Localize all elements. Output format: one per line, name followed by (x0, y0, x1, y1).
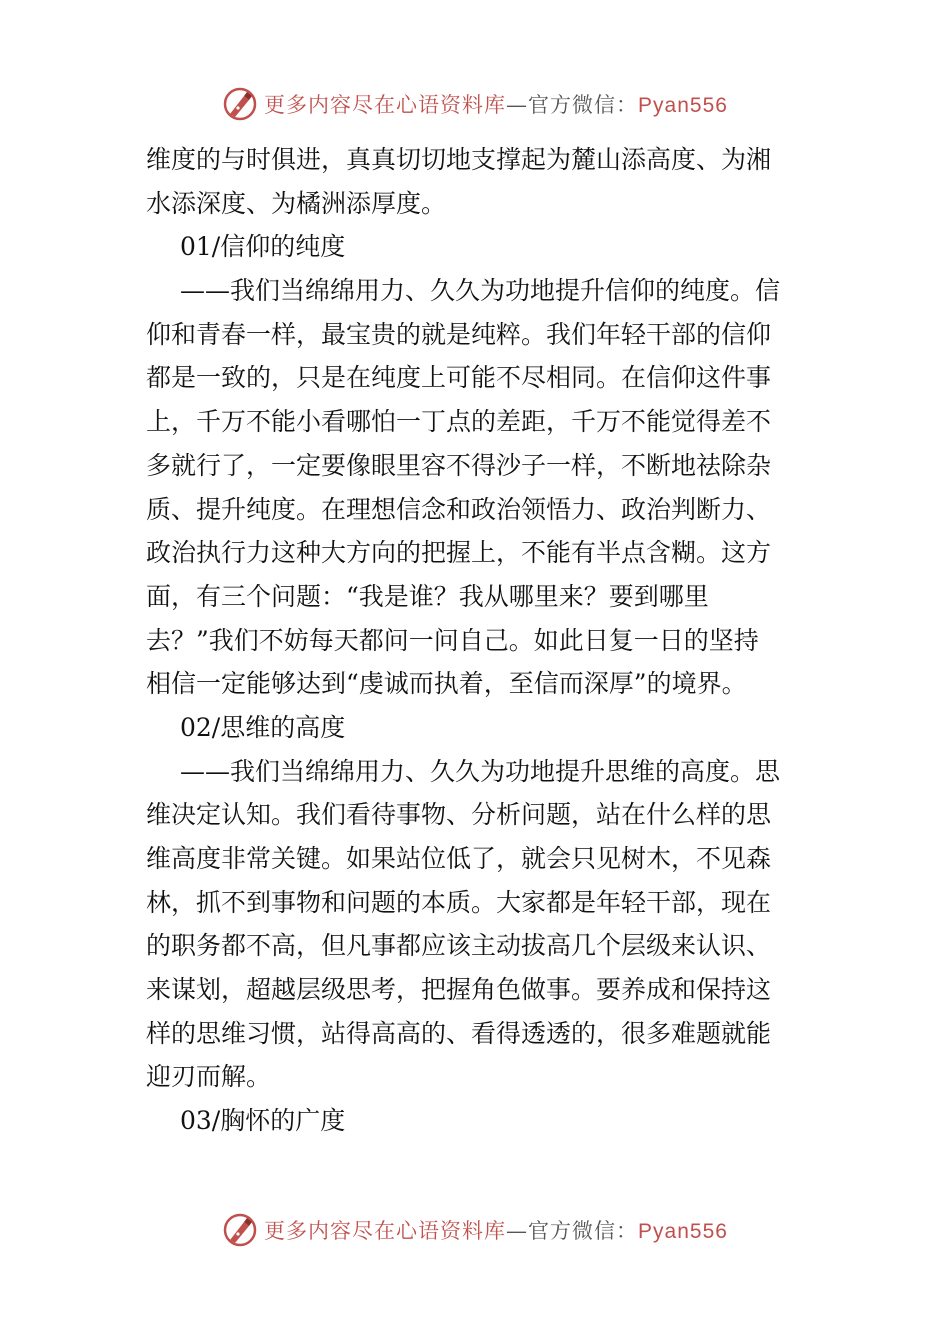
body-line: 上，千万不能小看哪怕一丁点的差距，千万不能觉得差不 (146, 407, 772, 437)
section-heading: 02/思维的高度 (180, 712, 346, 742)
body-line: 维度的与时俱进，真真切切地支撑起为麓山添高度、为湘 (146, 145, 772, 174)
header-banner (0, 80, 950, 128)
body-line: ——我们当绵绵用力、久久为功地提升思维的高度。思 (180, 756, 781, 786)
body-line: 水添深度、为橘洲添厚度。 (146, 188, 447, 218)
section-heading: 01/信仰的纯度 (180, 232, 346, 262)
body-line: 政治执行力这种大方向的把握上，不能有半点含糊。这方 (146, 538, 772, 568)
body-line: 仰和青春一样，最宝贵的就是纯粹。我们年轻干部的信仰 (146, 319, 772, 349)
document-body (146, 138, 806, 1143)
body-line: 样的思维习惯，站得高高的、看得透透的，很多难题就能 (146, 1018, 772, 1048)
body-line: 迎刃而解。 (146, 1062, 272, 1092)
pen-nib-logo-icon (222, 1212, 258, 1248)
body-line: 都是一致的，只是在纯度上可能不尽相同。在信仰这件事 (146, 363, 772, 393)
body-line: 林，抓不到事物和问题的本质。大家都是年轻干部，现在 (146, 887, 772, 917)
body-line: 相信一定能够达到“虔诚而执着，至信而深厚”的境界。 (146, 669, 747, 699)
body-line: 来谋划，超越层级思考，把握角色做事。要养成和保持这 (146, 975, 772, 1005)
body-line: 的职务都不高，但凡事都应该主动拔高几个层级来认识、 (146, 931, 772, 961)
body-line: 多就行了，一定要像眼里容不得沙子一样，不断地祛除杂 (146, 450, 772, 480)
pen-nib-logo-icon (222, 86, 258, 122)
body-line: ——我们当绵绵用力、久久为功地提升信仰的纯度。信 (180, 276, 781, 306)
body-line: 维决定认知。我们看待事物、分析问题，站在什么样的思 (146, 800, 772, 830)
body-line: 去？”我们不妨每天都问一问自己。如此日复一日的坚持 (146, 625, 759, 655)
body-line: 面，有三个问题：“我是谁？我从哪里来？要到哪里 (146, 581, 709, 611)
body-line: 质、提升纯度。在理想信念和政治领悟力、政治判断力、 (146, 494, 772, 524)
section-heading: 03/胸怀的广度 (180, 1106, 346, 1136)
footer-banner (0, 1206, 950, 1254)
header-banner-text: 更多内容尽在心语资料库—官方微信：Pyan556 (264, 93, 728, 117)
footer-banner-text: 更多内容尽在心语资料库—官方微信：Pyan556 (264, 1219, 728, 1243)
body-line: 维高度非常关键。如果站位低了，就会只见树木，不见森 (146, 844, 772, 873)
